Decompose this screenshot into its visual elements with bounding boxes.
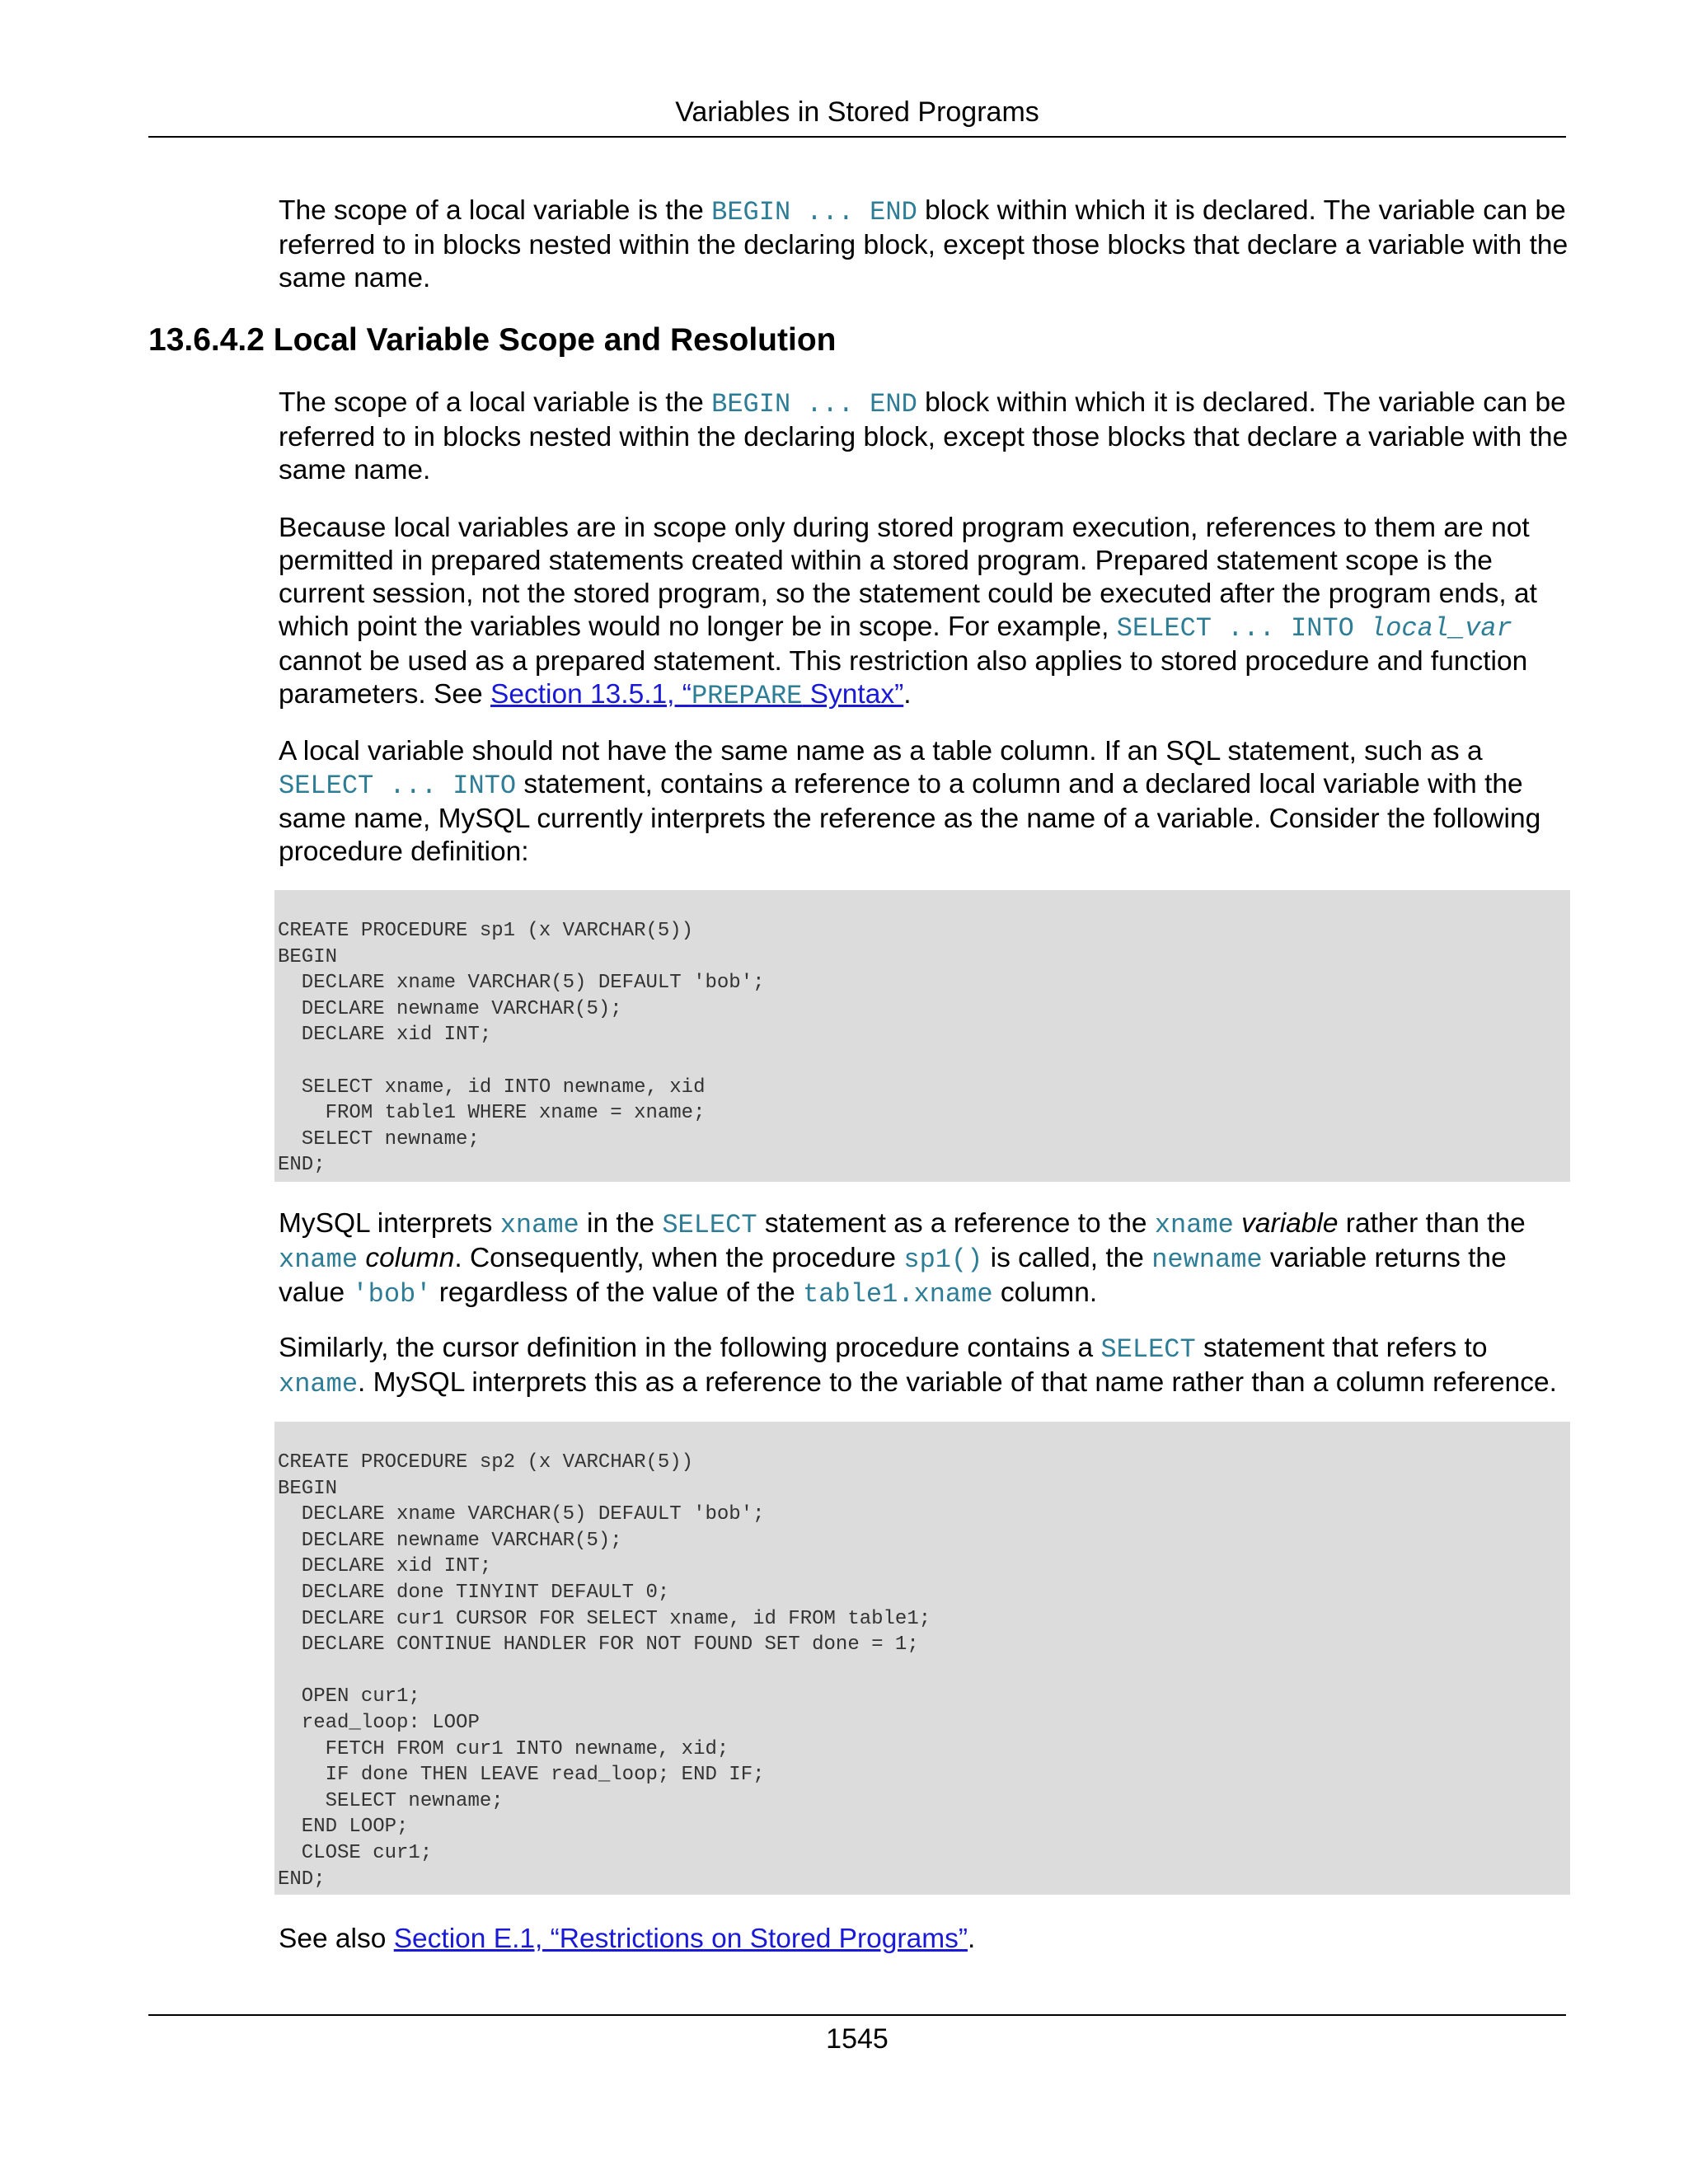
code-line	[278, 1048, 1570, 1075]
inline-code: xname	[1154, 1210, 1234, 1240]
inline-code: 'bob'	[352, 1279, 432, 1310]
code-line: END;	[278, 1868, 326, 1891]
page-number: 1545	[826, 2023, 889, 2055]
see-also-paragraph: See also Section E.1, “Restrictions on Stored Programs”.	[279, 1924, 976, 1954]
intro-paragraph: The scope of a local variable is the BEGIN ... END block within which it is declared. The variable can be referred to in blocks nested within the declaring block, except those blocks that declare a variable with the same name.	[279, 195, 1568, 293]
code-line: FETCH FROM cur1 INTO newname, xid;	[278, 1737, 729, 1760]
code-line: CREATE PROCEDURE sp1 (x VARCHAR(5))	[278, 920, 694, 942]
inline-code: SELECT	[662, 1210, 757, 1240]
inline-code: sp1()	[903, 1244, 983, 1275]
code-line: END LOOP;	[278, 1816, 409, 1839]
cursor-paragraph: Similarly, the cursor definition in the following procedure contains a SELECT statement that refers to xname. MySQL interprets this as a reference to the variable of that name rather than a column reference.	[279, 1333, 1557, 1399]
code-line: BEGIN	[278, 1477, 338, 1500]
inline-code: newname	[1151, 1244, 1263, 1275]
code-block-sp1	[274, 890, 1570, 1182]
inline-code: SELECT	[1100, 1334, 1196, 1365]
code-line: DECLARE newname VARCHAR(5);	[278, 997, 622, 1020]
prepared-statement-paragraph: Because local variables are in scope only during stored program execution, references to them are not permitted in prepared statements created within a stored program. Prepared statement scope is the current session, not the stored program, so the statement could be executed after the program ends, at which point the variables would no longer be in scope. For example, SELECT ... INTO local_var cannot be used as a prepared statement. This restriction also applies to stored procedure and function parameters. See Section 13.5.1, “PREPARE Syntax”.	[279, 513, 1537, 711]
inline-code: SELECT ... INTO	[279, 771, 517, 801]
code-line: DECLARE CONTINUE HANDLER FOR NOT FOUND SET done = 1;	[278, 1633, 919, 1657]
code-line: SELECT newname;	[278, 1789, 504, 1812]
restrictions-link[interactable]: Section E.1, “Restrictions on Stored Programs”	[393, 1924, 968, 1954]
code-line	[278, 1658, 1570, 1685]
same-name-paragraph: A local variable should not have the same name as a table column. If an SQL statement, such as a SELECT ... INTO statement, contains a reference to a column and a declared local variable with the same name, MySQL currently interprets the reference as the name of a variable. Consider the following procedure definition:	[279, 736, 1541, 867]
code-line: DECLARE newname VARCHAR(5);	[278, 1529, 622, 1552]
code-listing	[274, 890, 1570, 1179]
header-rule	[148, 136, 1566, 138]
code-listing	[274, 1422, 1570, 1892]
inline-code: xname	[279, 1369, 359, 1399]
code-line: SELECT newname;	[278, 1127, 480, 1151]
inline-code: xname	[279, 1244, 359, 1275]
code-line: read_loop: LOOP	[278, 1711, 480, 1734]
inline-code: table1.xname	[803, 1279, 993, 1310]
code-line: DECLARE done TINYINT DEFAULT 0;	[278, 1581, 670, 1604]
code-line: DECLARE cur1 CURSOR FOR SELECT xname, id FROM table1;	[278, 1607, 931, 1630]
code-line: IF done THEN LEAVE read_loop; END IF;	[278, 1764, 765, 1787]
running-header: Variables in Stored Programs	[675, 96, 1039, 128]
inline-code: SELECT ... INTO	[1116, 613, 1370, 644]
code-block-sp2	[274, 1422, 1570, 1895]
code-line: DECLARE xid INT;	[278, 1024, 492, 1047]
code-line: BEGIN	[278, 945, 338, 968]
code-line: DECLARE xname VARCHAR(5) DEFAULT 'bob';	[278, 1503, 765, 1526]
inline-code: PREPARE	[691, 681, 803, 711]
interpretation-paragraph: MySQL interprets xname in the SELECT statement as a reference to the xname variable rather than the xname column. Consequently, when the procedure sp1() is called, the newname variable returns the value 'bob' regardless of the value of the table1.xname column.	[279, 1208, 1526, 1310]
code-line: FROM table1 WHERE xname = xname;	[278, 1102, 706, 1125]
scope-paragraph: The scope of a local variable is the BEGIN ... END block within which it is declared. The variable can be referred to in blocks nested within the declaring block, except those blocks that declare a variable with the same name.	[279, 387, 1568, 485]
code-line: CREATE PROCEDURE sp2 (x VARCHAR(5))	[278, 1451, 694, 1474]
inline-code: BEGIN ... END	[711, 197, 917, 227]
code-line: OPEN cur1;	[278, 1685, 420, 1708]
code-line: DECLARE xname VARCHAR(5) DEFAULT 'bob';	[278, 972, 765, 995]
prepare-syntax-link[interactable]: Section 13.5.1, “PREPARE Syntax”	[490, 679, 904, 711]
code-line: SELECT xname, id INTO newname, xid	[278, 1076, 706, 1099]
inline-code: BEGIN ... END	[711, 389, 917, 419]
code-line: CLOSE cur1;	[278, 1841, 433, 1864]
code-line: DECLARE xid INT;	[278, 1555, 492, 1578]
inline-code-italic: local_var	[1370, 613, 1512, 644]
section-heading: 13.6.4.2 Local Variable Scope and Resolution	[148, 322, 837, 358]
footer-rule	[148, 2014, 1566, 2016]
code-line: END;	[278, 1154, 326, 1177]
inline-code: xname	[499, 1210, 579, 1240]
